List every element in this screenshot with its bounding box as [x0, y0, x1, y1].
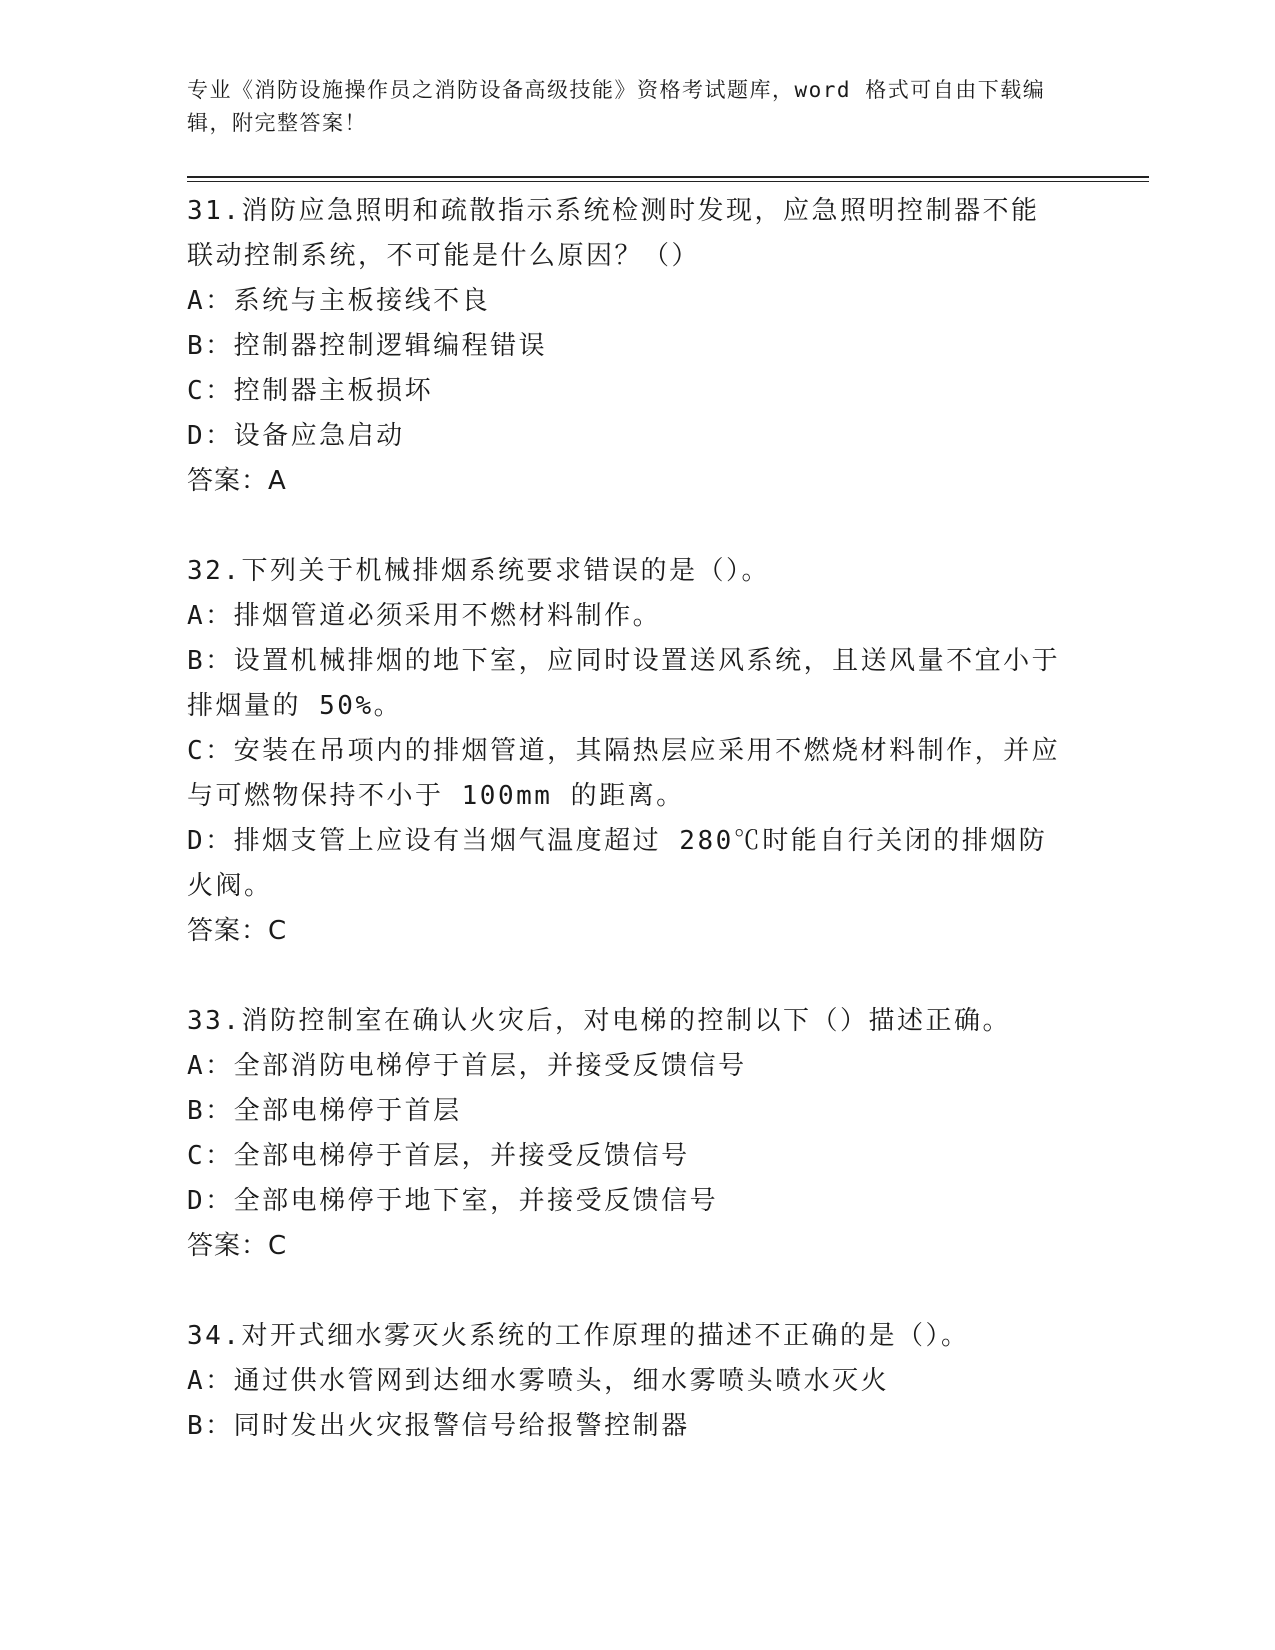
question-31 — [187, 189, 1067, 504]
option-a: A：通过供水管网到达细水雾喷头，细水雾喷头喷水灭火 — [187, 1366, 890, 1396]
option-a: A：全部消防电梯停于首层，并接受反馈信号 — [187, 1051, 747, 1081]
question-text: 32.下列关于机械排烟系统要求错误的是（）。 — [187, 556, 770, 586]
header-divider-thin — [187, 181, 1149, 182]
option-d: D：全部电梯停于地下室，并接受反馈信号 — [187, 1186, 719, 1216]
option-c: C：全部电梯停于首层，并接受反馈信号 — [187, 1141, 690, 1171]
question-34 — [187, 1314, 1067, 1449]
option-d: D：排烟支管上应设有当烟气温度超过 280℃时能自行关闭的排烟防火阀。 — [187, 826, 1048, 901]
option-a: A：排烟管道必须采用不燃材料制作。 — [187, 601, 662, 631]
option-b: B：设置机械排烟的地下室，应同时设置送风系统，且送风量不宜小于排烟量的 50%。 — [187, 646, 1061, 721]
option-b: B：同时发出火灾报警信号给报警控制器 — [187, 1411, 690, 1441]
answer: 答案：C — [187, 1231, 288, 1261]
question-32 — [187, 549, 1067, 954]
question-33 — [187, 999, 1067, 1269]
document-intro: 专业《消防设施操作员之消防设备高级技能》资格考试题库，word 格式可自由下载编辑，附完整答案！ — [187, 78, 1046, 135]
question-text: 34.对开式细水雾灭火系统的工作原理的描述不正确的是（）。 — [187, 1321, 970, 1351]
option-c: C：控制器主板损坏 — [187, 376, 434, 406]
option-d: D：设备应急启动 — [187, 421, 405, 451]
answer: 答案：A — [187, 466, 287, 496]
question-list — [187, 189, 1067, 1494]
option-b: B：控制器控制逻辑编程错误 — [187, 331, 548, 361]
option-c: C：安装在吊项内的排烟管道，其隔热层应采用不燃烧材料制作，并应与可燃物保持不小于 100mm 的距离。 — [187, 736, 1061, 811]
question-text: 33.消防控制室在确认火灾后，对电梯的控制以下（）描述正确。 — [187, 1006, 1011, 1036]
answer: 答案：C — [187, 916, 288, 946]
option-b: B：全部电梯停于首层 — [187, 1096, 462, 1126]
header-divider-thick — [187, 176, 1149, 178]
question-text: 31.消防应急照明和疏散指示系统检测时发现，应急照明控制器不能联动控制系统，不可能是什么原因？（） — [187, 196, 1040, 271]
option-a: A：系统与主板接线不良 — [187, 286, 491, 316]
